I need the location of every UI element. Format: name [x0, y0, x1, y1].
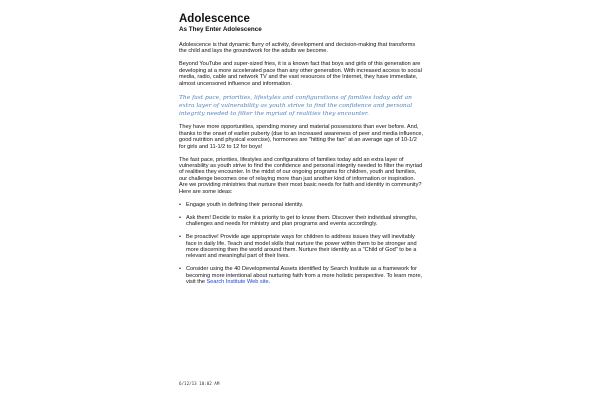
body-paragraph: The fast pace, priorities, lifestyles and configurations of families today add an extra layer of vulnerability as youth strive to find the confidence and personal integrity needed to filter the myriad of realities they encounter. In the midst of our ongoing programs for children, youth and families, our challenge becomes one of relaying more than just another kind of information or inspiration. Are we providing ministries that nurture their most basic needs for faith and identity in community? Here are some ideas: [179, 156, 423, 195]
bullet-icon: • [179, 214, 181, 221]
bullet-icon: • [179, 201, 181, 208]
bullet-icon: • [179, 234, 181, 241]
body-paragraph: Beyond YouTube and super-sized fries, it is a known fact that boys and girls of this generation are developing at a more accelerated pace than any other generation. With increased access to social media, radio, cable and network TV and the vast resources of the Internet, they have immediate, almost uncensored influence and information. [179, 61, 422, 87]
print-timestamp: 6/12/13 10:02 AM [179, 381, 220, 386]
list-item [179, 266, 424, 285]
list-item [179, 234, 424, 260]
list-item-text: Ask them! Decide to make it a priority to get to know them. Discover their individual strengths, challenges and needs for ministry and plan programs and events accordingly. [186, 214, 418, 228]
body-paragraph: They have more opportunities, spending money and material possessions than ever before. And, thanks to the onset of earlier puberty (due to an increased awareness of peer and media influence, good nutrition and physical exercise), hormones are "hitting the fan" at an average age of 10-1/2 for girls and 11-1/2 to 12 for boys! [179, 124, 424, 150]
page-subtitle: As They Enter Adolescence [179, 26, 262, 33]
list-item-end: . [268, 279, 271, 286]
bullet-icon: • [179, 266, 181, 273]
list-item [179, 202, 424, 208]
intro-paragraph: Adolescence is that dynamic flurry of activity, development and decision-making that transforms the child and lays the groundwork for the adults we become. [179, 42, 416, 55]
page-title: Adolescence [179, 13, 250, 25]
list-item-text: Consider using the 40 Developmental Assets identified by Search Institute as a framework for becoming more intentional about nurturing faith from a more holistic perspective. To learn more, visit the [186, 266, 423, 286]
search-institute-link[interactable]: Search Institute Web site [206, 279, 269, 286]
list-item-text: Engage youth in defining their personal identity. [186, 201, 304, 208]
list-item [179, 215, 424, 228]
pull-quote: The fast pace, priorities, lifestyles and configurations of families today add an extra layer of vulnerability as youth strive to find the confidence and personal integrity needed to filter the myriad of realities they encounter. [179, 94, 413, 117]
ideas-list [179, 202, 424, 286]
document-page [179, 13, 424, 292]
list-item-text: Be proactive! Provide age appropriate ways for children to address issues they will inevitably face in daily life. Teach and model skills that nurture the power within them to be stronger and more discerning then the world around them. Nurture their identity as a "Child of God" to be a relevant and meaningful part of their lives. [186, 234, 417, 260]
